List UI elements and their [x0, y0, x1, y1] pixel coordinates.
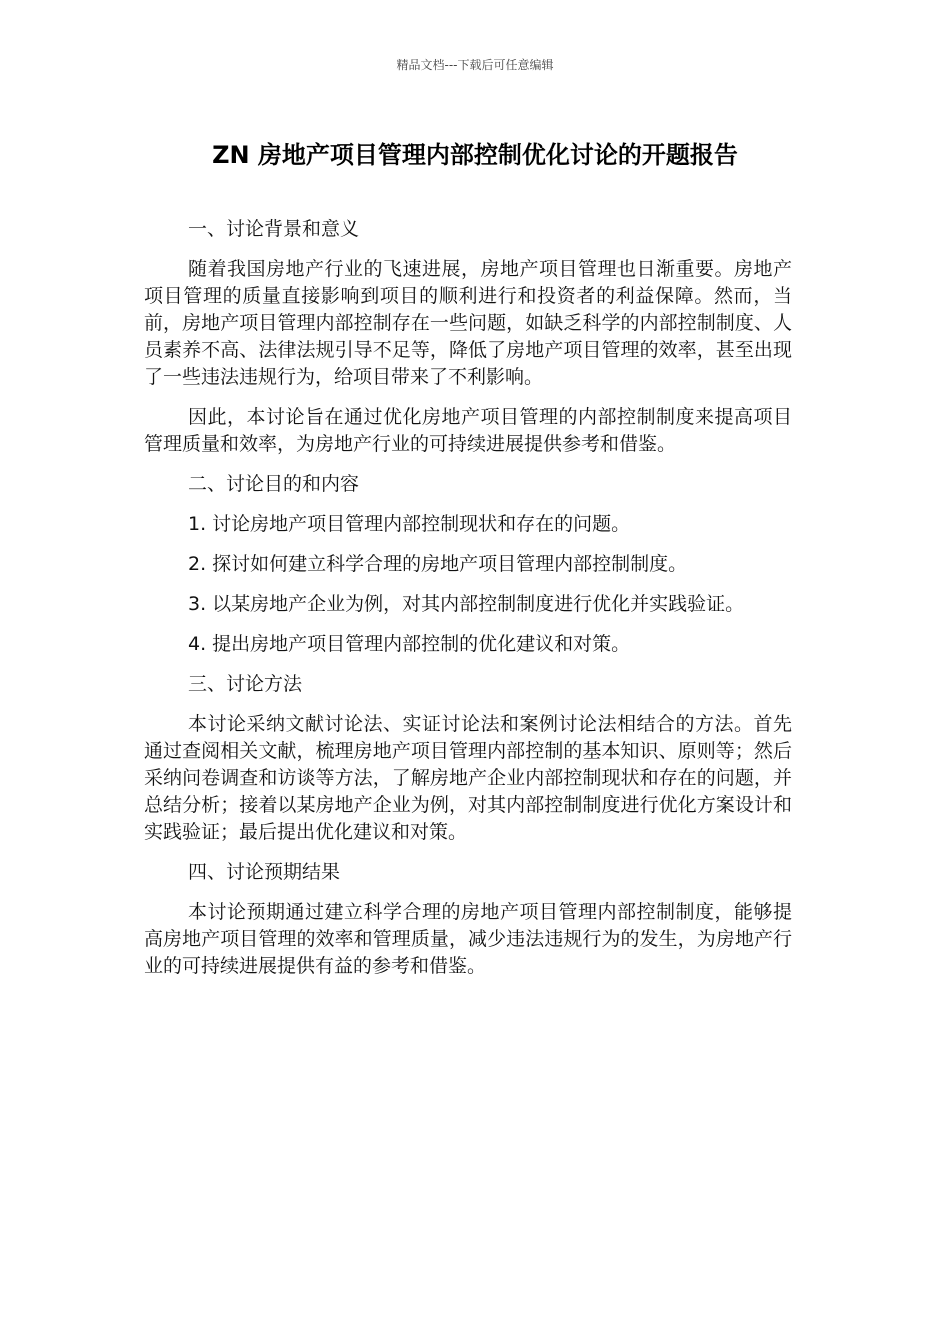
objective-item-3: 3. 以某房地产企业为例，对其内部控制制度进行优化并实践验证。 [188, 593, 745, 615]
background-paragraph-2: 因此，本讨论旨在通过优化房地产项目管理的内部控制制度来提高项目管理质量和效率，为房地产行业的可持续进展提供参考和借鉴。 [144, 406, 792, 455]
expected-results-paragraph: 本讨论预期通过建立科学合理的房地产项目管理内部控制制度，能够提高房地产项目管理的效率和管理质量，减少违法违规行为的发生，为房地产行业的可持续进展提供有益的参考和借鉴。 [144, 901, 792, 977]
methods-paragraph: 本讨论采纳文献讨论法、实证讨论法和案例讨论法相结合的方法。首先通过查阅相关文献，梳理房地产项目管理内部控制的基本知识、原则等；然后采纳问卷调查和访谈等方法，了解房地产企业内部控制现状和存在的问题，并总结分析；接着以某房地产企业为例，对其内部控制制度进行优化方案设计和实践验证；最后提出优化建议和对策。 [144, 713, 792, 843]
section-heading-expected-results: 四、讨论预期结果 [188, 861, 341, 883]
background-paragraph-1: 随着我国房地产行业的飞速进展，房地产项目管理也日渐重要。房地产项目管理的质量直接影响到项目的顺利进行和投资者的利益保障。然而，当前，房地产项目管理内部控制存在一些问题，如缺乏科学的内部控制制度、人员素养不高、法律法规引导不足等，降低了房地产项目管理的效率，甚至出现了一些违法违规行为，给项目带来了不利影响。 [144, 258, 792, 388]
section-heading-methods: 三、讨论方法 [188, 673, 303, 695]
section-heading-background: 一、讨论背景和意义 [188, 218, 360, 240]
section-heading-objectives: 二、讨论目的和内容 [188, 473, 360, 495]
objective-item-2: 2. 探讨如何建立科学合理的房地产项目管理内部控制制度。 [188, 553, 688, 575]
objective-item-1: 1. 讨论房地产项目管理内部控制现状和存在的问题。 [188, 513, 631, 535]
document-body [144, 216, 792, 993]
objective-item-4: 4. 提出房地产项目管理内部控制的优化建议和对策。 [188, 633, 631, 655]
header-watermark: 精品文档---下载后可任意编辑 [396, 58, 554, 72]
document-title: ZN 房地产项目管理内部控制优化讨论的开题报告 [212, 141, 738, 169]
